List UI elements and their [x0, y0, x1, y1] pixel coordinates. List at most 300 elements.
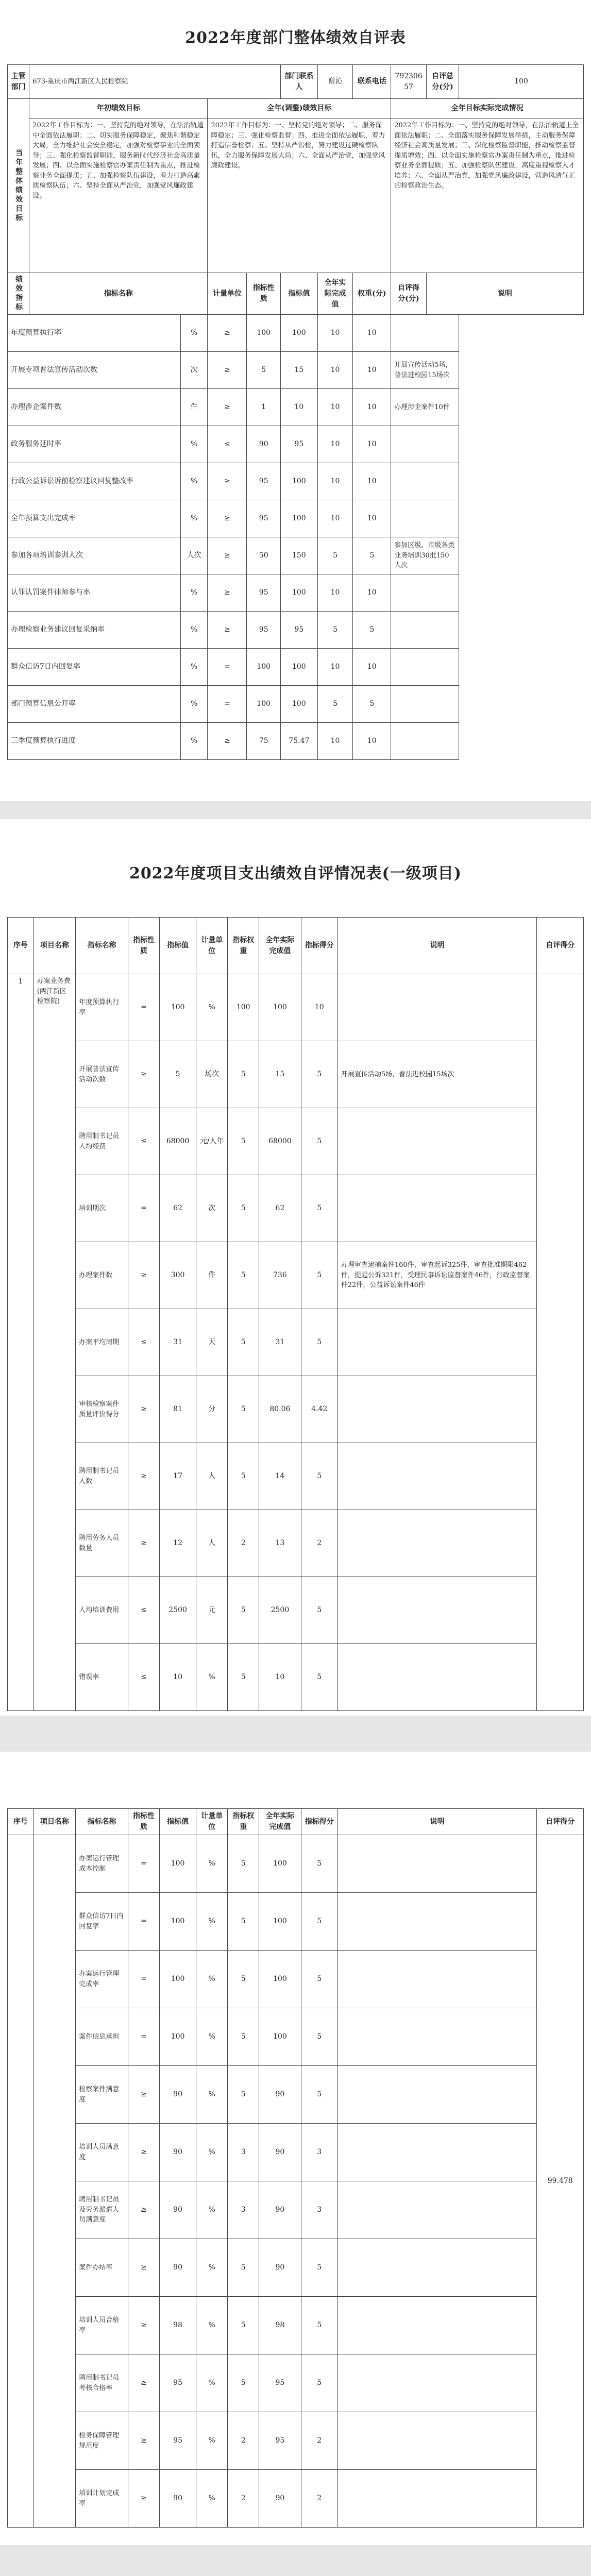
indicator-cell: 5 — [301, 2066, 337, 2124]
indicator-cell: 10 — [353, 463, 391, 500]
header-value: 指标值 — [280, 273, 317, 315]
indicator-cell: 95 — [247, 612, 280, 649]
score-value: 100 — [459, 65, 584, 99]
indicator-cell: ≥ — [208, 352, 247, 389]
indicator-cell: 98 — [159, 2297, 196, 2354]
indicator-cell: 100 — [259, 2008, 301, 2066]
header-row — [8, 918, 584, 974]
page-gap — [0, 2545, 591, 2576]
indicator-note — [337, 2354, 537, 2412]
indicator-cell: 90 — [159, 2066, 196, 2124]
indicator-note: 参加区级、市级各类业务培训30批150人次 — [391, 537, 459, 574]
indicator-cell: 5 — [159, 1041, 196, 1108]
indicator-name: 聘用劳务人员数量 — [76, 1510, 128, 1577]
indicator-cell: 95 — [159, 2354, 196, 2412]
indicator-cell: 5 — [228, 2008, 259, 2066]
indicator-rows — [8, 315, 584, 760]
indicator-cell: 100 — [280, 649, 317, 686]
indicator-cell: 5 — [317, 612, 353, 649]
column-header: 项目名称 — [33, 1809, 75, 1835]
indicator-cell: ≥ — [208, 612, 247, 649]
indicator-cell: ≥ — [208, 315, 247, 352]
goal-section-label: 当年整体绩效目标 — [8, 99, 29, 273]
indicator-cell: 10 — [259, 1644, 301, 1711]
indicator-cell: 人次 — [180, 537, 208, 574]
table-row — [8, 1577, 584, 1644]
indicator-name: 检察案件满意度 — [76, 2066, 128, 2124]
indicator-cell: 5 — [353, 686, 391, 723]
indicator-note — [391, 649, 459, 686]
column-header: 指标名称 — [76, 1809, 128, 1835]
indicator-note — [337, 1108, 537, 1175]
indicator-note — [337, 1175, 537, 1242]
indicator-name: 参加各项培训参训人次 — [8, 537, 181, 574]
indicator-note — [337, 1893, 537, 1951]
indicator-cell: 5 — [301, 1951, 337, 2008]
indicator-cell: 15 — [259, 1041, 301, 1108]
indicator-cell: % — [180, 463, 208, 500]
indicator-cell: 14 — [259, 1443, 301, 1510]
dept-label: 主管部门 — [8, 65, 29, 99]
indicator-cell: 10 — [353, 352, 391, 389]
indicator-cell: ≥ — [128, 2124, 159, 2181]
indicator-row — [8, 723, 584, 760]
indicator-name: 检务保障管理规范度 — [76, 2412, 128, 2470]
indicator-cell: 100 — [280, 500, 317, 537]
indicator-cell: 10 — [159, 1644, 196, 1711]
indicator-cell: ≥ — [128, 2066, 159, 2124]
project-table-1-cont — [7, 1808, 584, 2528]
indicator-cell: 90 — [259, 2066, 301, 2124]
indicator-cell: 10 — [317, 315, 353, 352]
indicator-cell: % — [196, 2470, 228, 2528]
indicator-cell: % — [196, 2239, 228, 2297]
indicator-cell: 件 — [180, 389, 208, 426]
indicator-note — [391, 426, 459, 463]
indicator-cell: 5 — [228, 1644, 259, 1711]
indicator-row — [8, 352, 584, 389]
indicator-cell: 5 — [228, 2297, 259, 2354]
column-header: 全年实际完成值 — [259, 918, 301, 974]
indicator-cell: % — [196, 2066, 228, 2124]
indicator-cell: ≥ — [128, 2297, 159, 2354]
table-row — [8, 2008, 584, 2066]
header-indicator: 指标名称 — [29, 273, 208, 315]
column-header: 说明 — [337, 1809, 537, 1835]
phone-label: 联系电话 — [353, 65, 391, 99]
page-1 — [0, 0, 591, 801]
column-header: 指标权重 — [228, 1809, 259, 1835]
indicator-name: 开展普法宣传活动次数 — [76, 1041, 128, 1108]
indicator-cell: 95 — [259, 2412, 301, 2470]
indicator-name: 办案平均周期 — [76, 1309, 128, 1376]
indicator-cell: % — [180, 315, 208, 352]
indicator-note — [391, 686, 459, 723]
indicator-cell: 68000 — [159, 1108, 196, 1175]
table-row — [8, 2066, 584, 2124]
indicator-cell: 5 — [228, 1376, 259, 1443]
indicator-cell: 2 — [301, 2470, 337, 2528]
indicator-cell: 62 — [159, 1175, 196, 1242]
indicator-cell: % — [196, 2008, 228, 2066]
table-row — [8, 1242, 584, 1309]
table-row — [8, 1835, 584, 1893]
indicator-note: 开展宣传活动5场，普法进校园15场次 — [391, 352, 459, 389]
indicator-note — [337, 1835, 537, 1893]
indicator-row — [8, 500, 584, 537]
indicator-note — [391, 463, 459, 500]
indicator-name: 案件办结率 — [76, 2239, 128, 2297]
indicator-row — [8, 686, 584, 723]
indicator-cell: 2 — [228, 1510, 259, 1577]
indicator-cell: 5 — [228, 1309, 259, 1376]
indicator-cell: 90 — [159, 2181, 196, 2239]
indicator-name: 聘用制书记员人数 — [76, 1443, 128, 1510]
column-header: 计量单位 — [196, 918, 228, 974]
table-row — [8, 2124, 584, 2181]
column-header: 指标权重 — [228, 918, 259, 974]
indicator-note — [337, 2297, 537, 2354]
indicator-cell: % — [180, 574, 208, 612]
project-no: 1 — [8, 974, 34, 1711]
indicator-name: 行政公益诉讼诉前检察建议回复整改率 — [8, 463, 181, 500]
indicator-note: 办理审查逮捕案件160件，审查起诉325件，审查批准期限462件，提起公诉321件，受理民事诉讼监督案件46件，行政监督案件22件，公益诉讼案件46件 — [337, 1242, 537, 1309]
header-note: 说明 — [426, 273, 583, 315]
project-score — [537, 974, 584, 1711]
column-header: 自评得分 — [537, 1809, 584, 1835]
indicator-note — [391, 574, 459, 612]
indicator-name: 错误率 — [76, 1644, 128, 1711]
indicator-cell: 次 — [180, 352, 208, 389]
indicator-cell: ≥ — [128, 1242, 159, 1309]
table-row — [8, 1893, 584, 1951]
indicator-cell: 100 — [280, 686, 317, 723]
indicator-name: 年度预算执行率 — [8, 315, 181, 352]
header-row — [8, 1809, 584, 1835]
column-header: 全年实际完成值 — [259, 1809, 301, 1835]
dept-eval-table — [7, 64, 584, 760]
indicator-cell: 150 — [280, 537, 317, 574]
indicator-cell: 100 — [159, 1951, 196, 2008]
column-header: 指标名称 — [76, 918, 128, 974]
indicator-cell: % — [196, 974, 228, 1041]
indicator-note: 开展宣传活动5场，普法进校园15场次 — [337, 1041, 537, 1108]
indicator-note — [337, 974, 537, 1041]
header-nature: 指标性质 — [247, 273, 280, 315]
indicator-name: 办理涉企案件数 — [8, 389, 181, 426]
table-row — [8, 2297, 584, 2354]
column-header: 指标性质 — [128, 918, 159, 974]
contact-value: 谢沁 — [317, 65, 353, 99]
table-row — [8, 1376, 584, 1443]
indicator-cell: 13 — [259, 1510, 301, 1577]
indicator-note — [337, 1309, 537, 1376]
indicator-cell: 100 — [280, 315, 317, 352]
indicator-cell: 90 — [247, 426, 280, 463]
indicator-cell: 5 — [228, 1951, 259, 2008]
indicator-name: 培训人员满意度 — [76, 2124, 128, 2181]
indicator-cell: 5 — [301, 1175, 337, 1242]
indicator-cell: 95 — [280, 426, 317, 463]
indicator-cell: ≥ — [128, 2412, 159, 2470]
indicator-cell: % — [180, 723, 208, 760]
indicator-cell: 5 — [301, 1893, 337, 1951]
indicator-cell: ≥ — [208, 500, 247, 537]
indicator-cell: 件 — [196, 1242, 228, 1309]
page-gap — [0, 801, 591, 819]
indicator-cell: ≥ — [208, 463, 247, 500]
indicator-cell: % — [196, 2181, 228, 2239]
indicator-section-label: 绩效指标 — [8, 273, 29, 315]
table-row — [8, 2412, 584, 2470]
indicator-name: 三季度预算执行进度 — [8, 723, 181, 760]
indicator-name: 聘用制书记员考核合格率 — [76, 2354, 128, 2412]
table-row — [8, 1175, 584, 1242]
indicator-row — [8, 574, 584, 612]
page-title: 2022年度部门整体绩效自评表 — [185, 29, 406, 47]
indicator-cell: 100 — [247, 649, 280, 686]
project-table-1 — [7, 917, 584, 1711]
indicator-cell: 12 — [159, 1510, 196, 1577]
indicator-cell: 人 — [196, 1443, 228, 1510]
indicator-cell: = — [128, 1893, 159, 1951]
indicator-cell: 5 — [301, 1443, 337, 1510]
indicator-cell: 15 — [280, 352, 317, 389]
indicator-cell: 10 — [301, 974, 337, 1041]
indicator-cell: 10 — [317, 500, 353, 537]
indicator-cell: = — [128, 1835, 159, 1893]
indicator-cell: 100 — [280, 463, 317, 500]
indicator-cell: 10 — [353, 574, 391, 612]
indicator-cell: 100 — [159, 2008, 196, 2066]
project-score: 99.478 — [537, 1835, 584, 2528]
indicator-cell: 50 — [247, 537, 280, 574]
indicator-cell: ≥ — [128, 2470, 159, 2528]
indicator-cell: 100 — [259, 1893, 301, 1951]
indicator-cell: 100 — [280, 574, 317, 612]
indicator-cell: 100 — [159, 1835, 196, 1893]
goal-text-actual: 2022年工作目标为：一、坚持党的绝对领导，在法治轨道上全面依法履职；二、全面落实服务保障发展举措，主动服务保障经济社会高质量发展；三、深化检察监督职能，推动检察监督提质增效；四、以全面实施检察官办案责任制为重点，推进检察业务全面提质；五、加强检察队伍建设，高度重视检察人才培养；六、全面从严治党，加强党风廉政建设，营造风清气正的检察政治生态。 — [391, 118, 584, 273]
indicator-cell: ≤ — [128, 1108, 159, 1175]
table-row — [8, 1951, 584, 2008]
indicator-row — [8, 649, 584, 686]
indicator-cell: 10 — [317, 352, 353, 389]
indicator-cell: % — [196, 2124, 228, 2181]
table-row — [8, 974, 584, 1041]
indicator-name: 群众信访7日内回复率 — [8, 649, 181, 686]
goal-col-adjusted: 全年(调整)绩效目标 — [208, 99, 391, 118]
indicator-name: 聘用制书记员人均经费 — [76, 1108, 128, 1175]
indicator-cell: 5 — [301, 1242, 337, 1309]
indicator-cell: 1 — [247, 389, 280, 426]
score-label: 自评总分(分) — [426, 65, 459, 99]
indicator-cell: 10 — [317, 426, 353, 463]
column-header: 指标得分 — [301, 1809, 337, 1835]
indicator-cell: 5 — [301, 1835, 337, 1893]
column-header: 说明 — [337, 918, 537, 974]
indicator-cell: 5 — [317, 537, 353, 574]
indicator-cell: 90 — [259, 2124, 301, 2181]
indicator-cell: ≥ — [128, 1041, 159, 1108]
indicator-name: 聘用制书记员及劳务派遣人员满意度 — [76, 2181, 128, 2239]
indicator-row — [8, 612, 584, 649]
column-header: 序号 — [8, 1809, 34, 1835]
table-row — [8, 1644, 584, 1711]
indicator-cell: 90 — [159, 2470, 196, 2528]
dept-name: 673-重庆市两江新区人民检察院 — [29, 65, 281, 99]
indicator-name: 办案运行管理完成率 — [76, 1951, 128, 2008]
page-2 — [0, 819, 591, 1716]
indicator-cell: 5 — [301, 2297, 337, 2354]
column-header: 项目名称 — [33, 918, 75, 974]
indicator-cell: 5 — [228, 1577, 259, 1644]
indicator-cell: 10 — [353, 389, 391, 426]
indicator-cell: 95 — [247, 574, 280, 612]
indicator-note — [337, 2412, 537, 2470]
indicator-cell: % — [196, 1835, 228, 1893]
indicator-cell: 10 — [317, 574, 353, 612]
indicator-cell: ≥ — [208, 723, 247, 760]
header-actual: 全年实际完成值 — [317, 273, 353, 315]
indicator-cell: ≥ — [128, 1510, 159, 1577]
indicator-cell: 5 — [228, 1041, 259, 1108]
indicator-cell: 5 — [228, 1443, 259, 1510]
indicator-name: 政务服务延时率 — [8, 426, 181, 463]
indicator-cell: 100 — [259, 974, 301, 1041]
project-table-title: 2022年度项目支出绩效自评情况表(一级项目) — [129, 865, 462, 883]
indicator-cell: 元/人年 — [196, 1108, 228, 1175]
indicator-cell: 元 — [196, 1577, 228, 1644]
column-header: 指标值 — [159, 1809, 196, 1835]
indicator-cell: 3 — [228, 2124, 259, 2181]
indicator-cell: 5 — [228, 2066, 259, 2124]
indicator-cell: 10 — [353, 500, 391, 537]
indicator-note — [337, 1644, 537, 1711]
indicator-cell: 5 — [228, 2354, 259, 2412]
indicator-name: 审核检察案件质量评价得分 — [76, 1376, 128, 1443]
indicator-cell: 5 — [301, 1644, 337, 1711]
indicator-cell: 736 — [259, 1242, 301, 1309]
indicator-cell: % — [180, 426, 208, 463]
indicator-note — [337, 1951, 537, 2008]
indicator-cell: 3 — [228, 2181, 259, 2239]
indicator-row — [8, 463, 584, 500]
indicator-cell: 95 — [280, 612, 317, 649]
indicator-cell: ≥ — [128, 2181, 159, 2239]
column-header: 指标性质 — [128, 1809, 159, 1835]
indicator-cell: 75.47 — [280, 723, 317, 760]
indicator-cell: 5 — [228, 1835, 259, 1893]
project-name: 办案业务费(两江新区检察院) — [33, 974, 75, 1711]
indicator-cell: ≤ — [128, 1577, 159, 1644]
indicator-cell: 68000 — [259, 1108, 301, 1175]
indicator-cell: 90 — [159, 2239, 196, 2297]
indicator-cell: % — [196, 2354, 228, 2412]
table-row — [8, 1510, 584, 1577]
table-row — [8, 2470, 584, 2528]
table-row — [8, 2181, 584, 2239]
indicator-cell: 10 — [353, 649, 391, 686]
indicator-note — [391, 500, 459, 537]
indicator-cell: 10 — [353, 315, 391, 352]
indicator-cell: 90 — [159, 2124, 196, 2181]
indicator-cell: 10 — [317, 723, 353, 760]
indicator-cell: ≤ — [128, 1644, 159, 1711]
indicator-cell: 62 — [259, 1175, 301, 1242]
table-row — [8, 1041, 584, 1108]
indicator-note — [337, 1376, 537, 1443]
indicator-cell: ≥ — [128, 1443, 159, 1510]
indicator-cell: 5 — [228, 1175, 259, 1242]
indicator-cell: % — [180, 500, 208, 537]
indicator-cell: 5 — [228, 1893, 259, 1951]
page-3 — [0, 1752, 591, 2545]
indicator-cell: 5 — [228, 1108, 259, 1175]
indicator-cell: 2 — [228, 2412, 259, 2470]
indicator-cell: % — [196, 1951, 228, 2008]
indicator-name: 群众信访7日内回复率 — [76, 1893, 128, 1951]
indicator-cell: 5 — [301, 2239, 337, 2297]
indicator-name: 人均培训费用 — [76, 1577, 128, 1644]
indicator-cell: ≤ — [208, 426, 247, 463]
table-row — [8, 1108, 584, 1175]
indicator-cell: 95 — [159, 2412, 196, 2470]
indicator-note — [337, 1510, 537, 1577]
indicator-name: 部门预算信息公开率 — [8, 686, 181, 723]
indicator-cell: 95 — [259, 2354, 301, 2412]
indicator-cell: 17 — [159, 1443, 196, 1510]
indicator-cell: = — [128, 1951, 159, 2008]
indicator-cell: 31 — [259, 1309, 301, 1376]
indicator-cell: 5 — [247, 352, 280, 389]
indicator-cell: = — [128, 2008, 159, 2066]
indicator-row — [8, 315, 584, 352]
indicator-cell: 2500 — [259, 1577, 301, 1644]
indicator-cell: 100 — [247, 686, 280, 723]
indicator-cell: ≥ — [208, 389, 247, 426]
indicator-name: 办理案件数 — [76, 1242, 128, 1309]
indicator-cell: = — [128, 974, 159, 1041]
goal-text-initial: 2022年工作目标为：一、坚持党的绝对领导，在法治轨道中全面依法履职；二、切实服务保障稳定，聚焦和谐稳定大局，全力维护社会安全稳定，加强对检察事业的全面领导；三、强化检察监督职能，服务新时代经济社会高质量发展；四、以全面实施检察官办案责任制为重点，推进检察业务全面提质；五、加强检察队伍建设，着力打造高素质检察队伍；六、坚持全面从严治党，加强党风廉政建设。 — [29, 118, 208, 273]
indicator-cell: 4.42 — [301, 1376, 337, 1443]
header-score: 自评得分(分) — [391, 273, 427, 315]
indicator-cell: 次 — [196, 1175, 228, 1242]
header-unit: 计量单位 — [208, 273, 247, 315]
indicator-cell: ≥ — [208, 574, 247, 612]
indicator-cell: 95 — [247, 463, 280, 500]
indicator-note — [337, 2066, 537, 2124]
indicator-cell: 80.06 — [259, 1376, 301, 1443]
indicator-name: 办理检察业务建议回复采纳率 — [8, 612, 181, 649]
indicator-cell: 5 — [228, 1242, 259, 1309]
indicator-cell: ≥ — [128, 1376, 159, 1443]
indicator-note — [337, 2181, 537, 2239]
indicator-cell: 90 — [259, 2239, 301, 2297]
table-row — [8, 2354, 584, 2412]
indicator-cell: 10 — [353, 426, 391, 463]
indicator-cell: 10 — [353, 723, 391, 760]
indicator-cell: ≥ — [208, 537, 247, 574]
indicator-cell: 3 — [301, 2124, 337, 2181]
indicator-cell: 90 — [259, 2181, 301, 2239]
indicator-note — [391, 612, 459, 649]
indicator-cell: ≤ — [128, 1309, 159, 1376]
indicator-cell: 100 — [159, 1893, 196, 1951]
indicator-cell: 10 — [280, 389, 317, 426]
indicator-name: 全年预算支出完成率 — [8, 500, 181, 537]
column-header: 指标值 — [159, 918, 196, 974]
indicator-name: 办案运行管理成本控制 — [76, 1835, 128, 1893]
